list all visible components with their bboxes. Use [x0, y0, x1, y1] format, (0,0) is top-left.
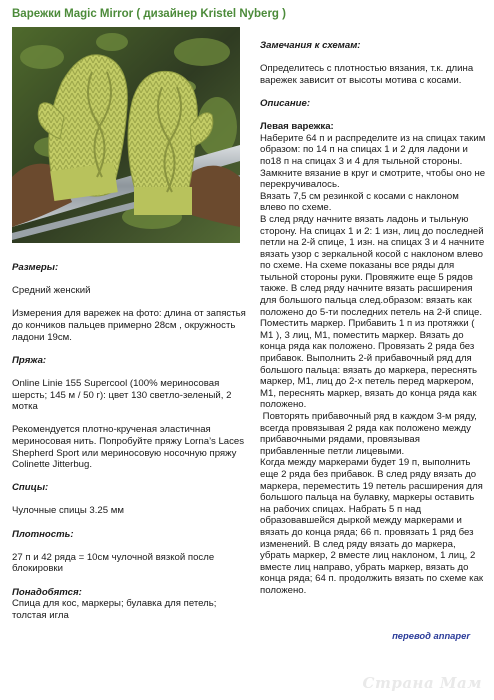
instructions-paragraph: Наберите 64 п и распределите из на спицах таким образом: по 14 п на спицах 1 и 2 для ладони и по18 п на спицах 3 и 4 для тыльной стороны. Замкните вязание в круг и смотрите, чтобы оно не перекручивалось.	[260, 132, 486, 191]
instructions-paragraph: Вязать 7,5 см резинкой с косами с наклоном влево по схеме.	[260, 190, 459, 214]
instructions-paragraph: Когда между маркерами будет 19 п, выполнить еще 2 ряда без прибавок. В след ряду вязать до маркера, переместить 19 петель расширения для большого пальца на булавку, маркеры оставить на рабочих спицах. Набрать 5 п над образовавшейся дыркой между маркерами и вязать до конца ряда; 66 п. провязать 1 ряд без изменений. В след ряду вязать до маркера, убрать маркер, 2 вместе лиц наклоном, 1 лиц, 2 вместе лиц направо, убрать маркер, вязать до конца ряда; 64 п. продолжить вязать по схеме как положено.	[260, 457, 484, 596]
sizes-value: Средний женский	[12, 285, 91, 297]
yarn-heading: Пряжа:	[12, 354, 47, 366]
notes-text: Определитесь с плотностью вязания, т.к. длина варежек зависит от высоты мотива с косами.	[260, 63, 474, 86]
description-heading: Описание:	[260, 97, 311, 109]
mittens-photo	[12, 27, 240, 243]
notes-heading: Замечания к схемам:	[260, 40, 361, 51]
instructions-paragraph: Повторять прибавочный ряд в каждом 3-м ряду, всегда провязывая 2 ряда как положено между прибавочными рядами, провязывая прибавленные петли лицевыми.	[260, 411, 480, 457]
gauge-heading: Плотность:	[12, 528, 74, 540]
needles-value: Чулочные спицы 3.25 мм	[12, 505, 124, 517]
watermark-logo: Страна Мам	[362, 674, 482, 692]
needles-heading: Спицы:	[12, 482, 49, 494]
mittens-photo-svg	[12, 27, 240, 243]
notions-value: Спица для кос, маркеры; булавка для петель; толстая игла	[12, 598, 217, 621]
page-title: Варежки Magic Mirror ( дизайнер Kristel Nyberg )	[12, 8, 286, 20]
left-mitten-heading: Левая варежка:	[260, 121, 334, 133]
yarn-value: Online Linie 155 Supercool (100% мериносовая шерсть; 145 м / 50 г): цвет 130 светло-зеленый, 2 мотка	[12, 377, 232, 413]
gauge-value: 27 п и 42 ряда = 10см чулочной вязкой после блокировки	[12, 551, 215, 575]
left-column	[12, 262, 246, 621]
yarn-recommendation: Рекомендуется плотно-крученая эластичная мериносовая нить. Попробуйте пряжу Lorna’s Laces Shepherd Sport или мериносовую носочную пряжу Colinette Jitterbug.	[12, 424, 245, 471]
measurements-text: Измерения для варежек на фото: длина от запястья до кончиков пальцев примерно 28см , окружность ладони 19см.	[12, 308, 246, 343]
sizes-heading: Размеры:	[12, 262, 59, 273]
right-column	[260, 40, 486, 597]
translator-credit: перевод annaper	[392, 630, 470, 641]
instructions-paragraph: В след ряду начните вязать ладонь и тыльную сторону. На спицах 1 и 2: 1 изн, лиц до последней петли на 2-й спице, 1 изн. на спицах 3 и 4 начните вязать узор с зеркальной косой с наклоном влево по схеме. На схеме показаны все ряды для тыльной стороны руки. Провяжите еще 5 рядов также. В след ряду начните вязать расширения для большого пальца след.образом: вязать как положено до 5-ти последних петель на 2-й спице. Поместить маркер. Прибавить 1 п из протяжки ( М1 ), 3 лиц, М1, поместить маркер. Вязать до конца ряда как положено. Провязать 2 ряда без прибавок. Выполнить 2-й прибавочный ряд для большого пальца: вязать до маркера, переснять маркер, М1, лиц до 2-х петель перед маркером, М1, переснять маркер, вязать до конца ряда как положено.	[260, 213, 485, 411]
notions-heading: Понадобятся:	[12, 586, 82, 598]
